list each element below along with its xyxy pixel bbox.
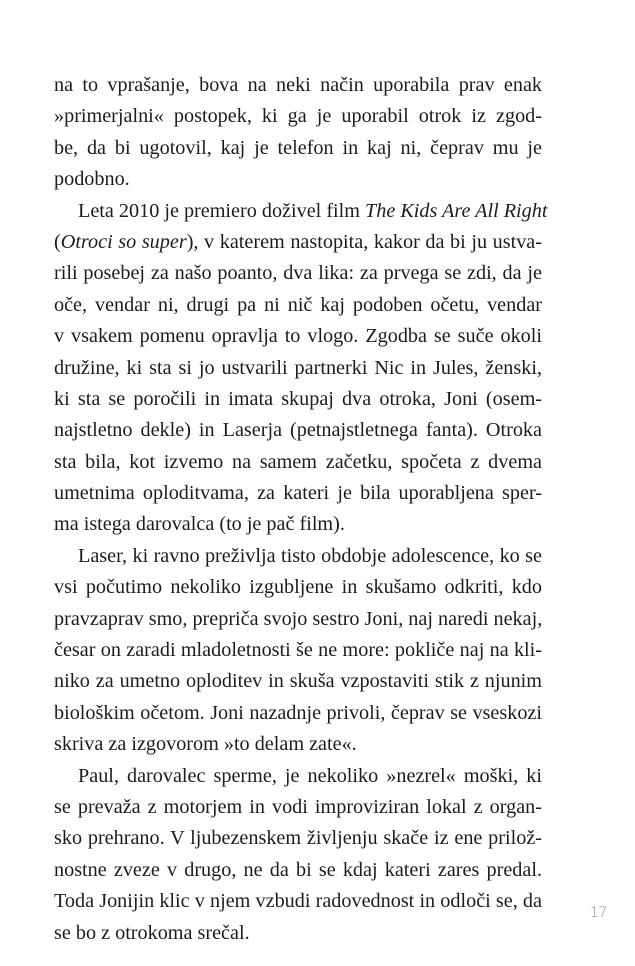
text-line: družine, ki sta si jo ustvarili partnerki Nic in Jules, ženski, bbox=[54, 356, 542, 379]
text-line: umetnima oploditvama, za kateri je bila uporabljena sper- bbox=[54, 482, 542, 505]
text-line: Paul, darovalec sperme, je nekoliko »nezrel« moški, ki bbox=[78, 764, 542, 787]
text-line: nostne zveze v drugo, ne da bi se kdaj kateri zares predal. bbox=[54, 858, 542, 881]
text-line bbox=[54, 196, 548, 227]
text-line: be, da bi ugotovil, kaj je telefon in kaj ni, čeprav mu je bbox=[54, 136, 542, 159]
text-line: »primerjalni« postopek, ki ga je uporabil otrok iz zgod- bbox=[54, 105, 542, 128]
film-title-original: The Kids Are All Right bbox=[365, 199, 548, 222]
text-line: se prevaža z motorjem in vodi improviziran lokal z organ- bbox=[54, 795, 542, 818]
text-line: česar on zaradi mladoletnosti še ne more: pokliče naj na kli- bbox=[54, 639, 542, 662]
text-line: ki sta se poročili in imata skupaj dva otroka, Joni (osem- bbox=[54, 387, 542, 410]
text-line: skriva za izgovorom »to delam zate«. bbox=[54, 733, 357, 756]
paragraph bbox=[54, 196, 548, 541]
text-line: pravzaprav smo, prepriča svojo sestro Joni, naj naredi nekaj, bbox=[54, 607, 543, 630]
film-title-translation: Otroci so super bbox=[60, 230, 187, 253]
text-line: sta bila, kot izvemo na samem začetku, spočeta z dvema bbox=[54, 450, 542, 473]
text-segment: ( bbox=[54, 230, 61, 253]
page-number: 17 bbox=[590, 905, 607, 921]
text-line: Laser, ki ravno preživlja tisto obdobje adolescence, ko se bbox=[78, 544, 542, 567]
text-line: sko prehrano. V ljubezenskem življenju skače iz ene prilož- bbox=[54, 827, 542, 850]
paragraph bbox=[54, 761, 542, 949]
text-line: najstletno dekle) in Laserja (petnajstletnega fanta). Otroka bbox=[54, 419, 542, 442]
text-line: se bo z otrokoma srečal. bbox=[54, 921, 250, 944]
text-line: rili posebej za našo poanto, dva lika: za prvega se zdi, da je bbox=[54, 262, 542, 285]
text-line: niko za umetno oploditev in skuša vzpostaviti stik z njunim bbox=[54, 670, 542, 693]
text-line: podobno. bbox=[54, 168, 130, 191]
text-line: ma istega darovalca (to je pač film). bbox=[54, 513, 345, 536]
text-segment: Leta 2010 je premiero doživel film bbox=[78, 199, 366, 222]
paragraph bbox=[54, 541, 542, 761]
text-line: vsi počutimo nekoliko izgubljene in skušamo odkriti, kdo bbox=[54, 576, 542, 599]
text-line bbox=[54, 227, 542, 258]
text-line: biološkim očetom. Joni nazadnje privoli, čeprav se vseskozi bbox=[54, 701, 542, 724]
text-line: v vsakem pomenu opravlja to vlogo. Zgodba se suče okoli bbox=[54, 325, 542, 348]
text-line: na to vprašanje, bova na neki način uporabila prav enak bbox=[54, 74, 542, 96]
text-line: oče, vendar ni, drugi pa ni nič kaj podoben očetu, vendar bbox=[54, 293, 542, 316]
paragraph bbox=[54, 70, 542, 196]
text-segment: ), v katerem nastopita, kakor da bi ju ustva- bbox=[186, 230, 542, 253]
text-line: Toda Jonijin klic v njem vzbudi radovednost in odloči se, da bbox=[54, 890, 542, 913]
body-text bbox=[54, 70, 548, 949]
